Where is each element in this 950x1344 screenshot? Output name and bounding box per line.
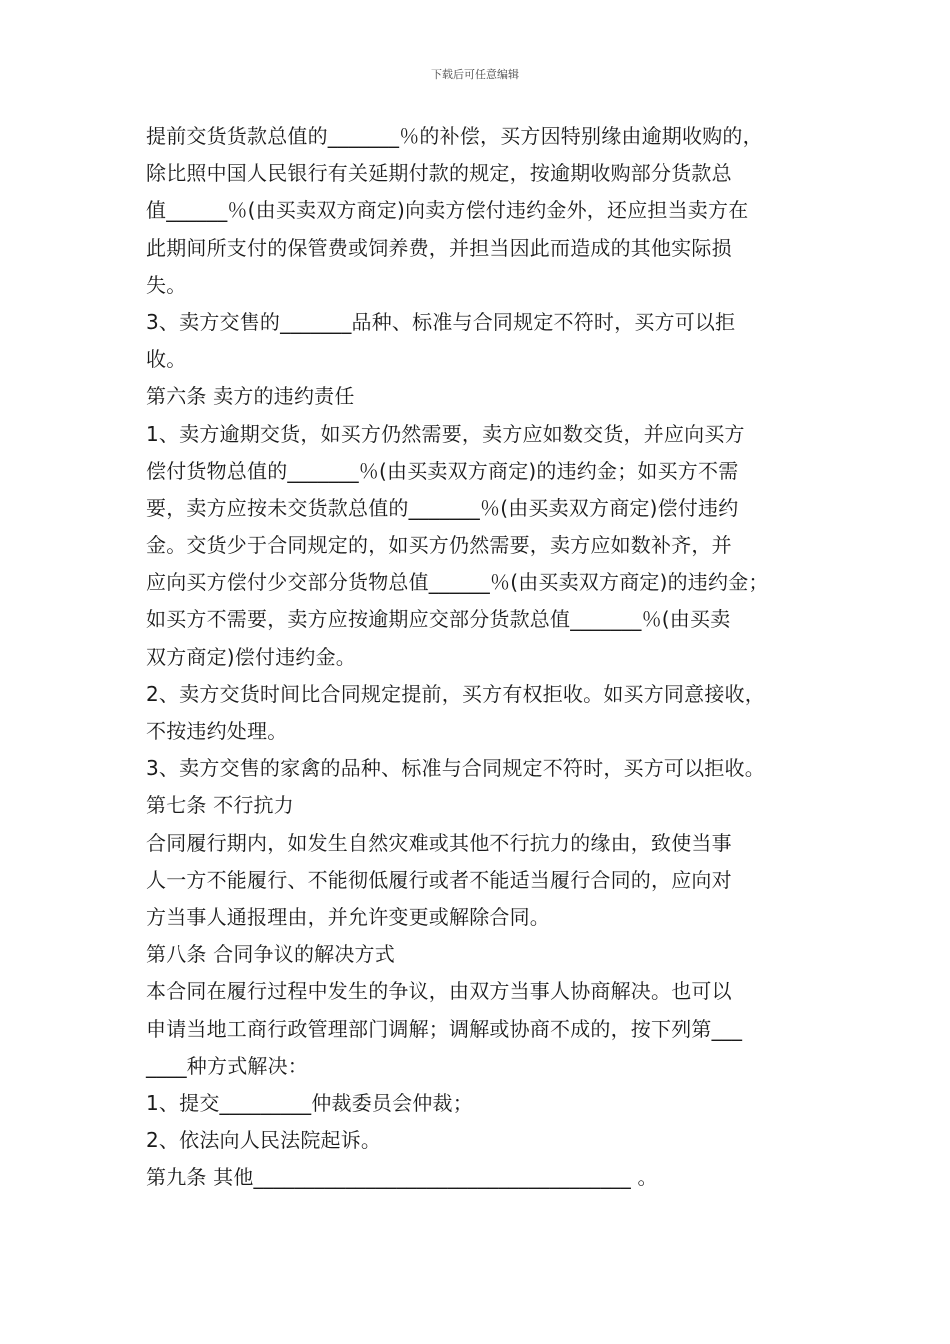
text-line: 应向买方偿付少交部分货物总值______％(由买卖双方商定)的违约金； <box>146 570 769 595</box>
text-line: 要，卖方应按未交货款总值的_______％(由买卖双方商定)偿付违约 <box>146 495 739 520</box>
text-line: 金。交货少于合同规定的，如买方仍然需要，卖方应如数补齐，并 <box>146 533 732 558</box>
text-line: 失。 <box>146 272 187 297</box>
text-line: ____种方式解决： <box>146 1053 308 1078</box>
text-line: 1、卖方逾期交货，如买方仍然需要，卖方应如数交货，并应向买方 <box>146 421 745 446</box>
text-line: 偿付货物总值的_______％(由买卖双方商定)的违约金；如买方不需 <box>146 458 739 483</box>
text-line: 本合同在履行过程中发生的争议，由双方当事人协商解决。也可以 <box>146 979 732 1004</box>
text-line: 2、依法向人民法院起诉。 <box>146 1128 382 1153</box>
text-line: 申请当地工商行政管理部门调解；调解或协商不成的，按下列第___ <box>146 1016 743 1041</box>
page-header: 下载后可任意编辑 <box>431 68 519 81</box>
text-line: 人一方不能履行、不能彻低履行或者不能适当履行合同的，应向对 <box>146 867 732 892</box>
text-line: 3、卖方交售的家禽的品种、标准与合同规定不符时，买方可以拒收。 <box>146 756 765 781</box>
text-line: 2、卖方交货时间比合同规定提前，买方有权拒收。如买方同意接收， <box>146 681 765 706</box>
text-line: 不按违约处理。 <box>146 719 288 743</box>
text-line: 收。 <box>146 347 187 372</box>
text-line: 方当事人通报理由，并允许变更或解除合同。 <box>146 904 550 929</box>
text-line: 除比照中国人民银行有关延期付款的规定，按逾期收购部分货款总 <box>146 161 732 186</box>
section-heading: 第八条 合同争议的解决方式 <box>146 942 395 967</box>
document-body <box>146 118 836 1196</box>
section-heading: 第六条 卖方的违约责任 <box>146 384 355 409</box>
text-line: 此期间所支付的保管费或饲养费，并担当因此而造成的其他实际损 <box>146 235 732 260</box>
text-line: 1、提交_________仲裁委员会仲裁； <box>146 1090 473 1115</box>
section-heading: 第七条 不行抗力 <box>146 793 294 818</box>
text-line: 双方商定)偿付违约金。 <box>146 644 357 669</box>
text-line: 如买方不需要，卖方应按逾期应交部分货款总值_______％(由买卖 <box>146 607 731 632</box>
section-heading: 第九条 其他_____________________________________ 。 <box>146 1165 658 1190</box>
text-line: 合同履行期内，如发生自然灾难或其他不行抗力的缘由，致使当事 <box>146 830 732 855</box>
text-line: 3、卖方交售的_______品种、标准与合同规定不符时，买方可以拒 <box>146 309 736 334</box>
text-line: 值______％(由买卖双方商定)向卖方偿付违约金外，还应担当卖方在 <box>146 198 749 223</box>
text-line: 提前交货货款总值的_______％的补偿，买方因特别缘由逾期收购的， <box>146 124 763 148</box>
